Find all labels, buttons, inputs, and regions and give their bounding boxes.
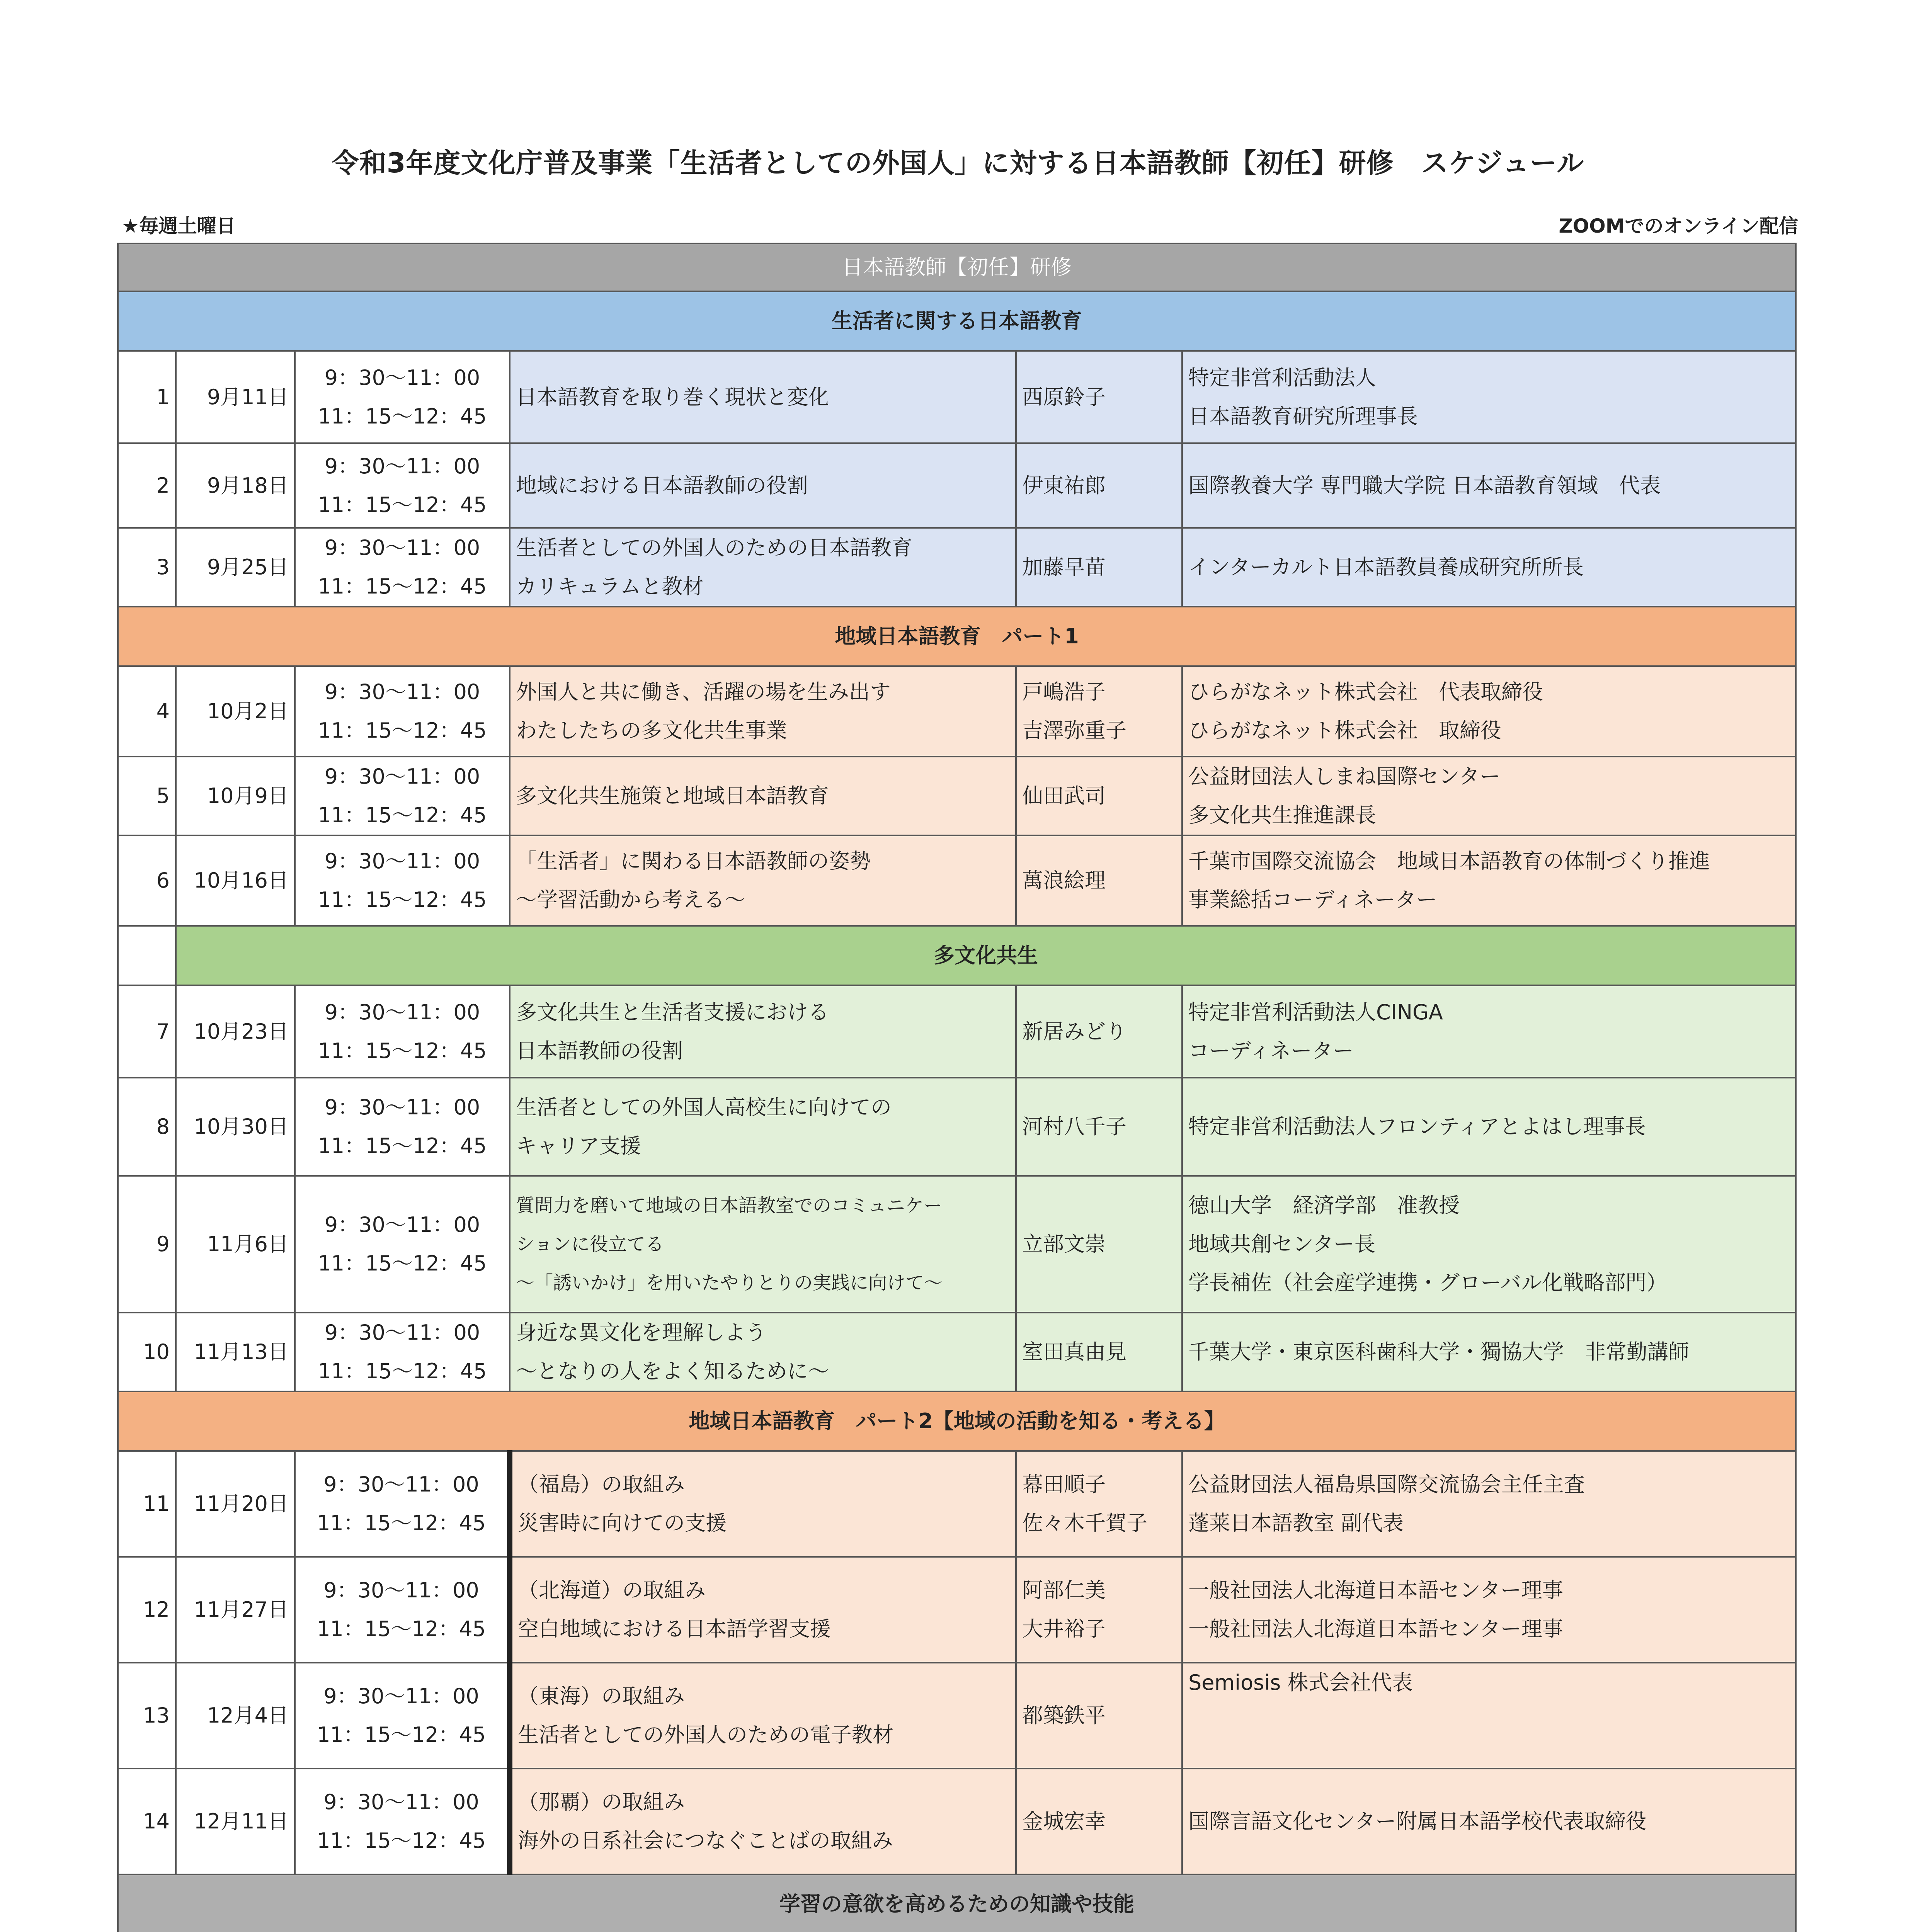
time-am2: 11：15〜12：45 (318, 1038, 487, 1063)
section-header-row (118, 291, 1796, 351)
time-am2: 11：15〜12：45 (318, 718, 487, 743)
text-line: 〜となりの人をよく知るために〜 (516, 1359, 829, 1383)
session-topic (510, 443, 1016, 528)
text-line: 伊東祐郎 (1022, 473, 1106, 498)
session-topic (510, 1313, 1016, 1391)
session-affiliation (1182, 757, 1796, 835)
text-line: 特定非営利活動法人フロンティアとよはし理事長 (1188, 1114, 1646, 1139)
session-lecturer (1016, 1769, 1182, 1874)
text-line: 特定非営利活動法人CINGA (1188, 1000, 1443, 1024)
session-number: 7 (118, 985, 176, 1078)
session-time (295, 1451, 510, 1557)
text-line: 加藤早苗 (1022, 555, 1106, 579)
text-line: 新居みどり (1022, 1019, 1126, 1044)
time-am2: 11：15〜12：45 (318, 574, 487, 599)
session-number: 6 (118, 835, 176, 926)
session-topic (510, 985, 1016, 1078)
text-line: 学長補佐（社会産学連携・グローバル化戦略部門） (1188, 1270, 1668, 1295)
session-number: 8 (118, 1078, 176, 1176)
section-title: 生活者に関する日本語教育 (118, 291, 1796, 351)
session-lecturer (1016, 528, 1182, 607)
text-line: 多文化共生推進課長 (1188, 803, 1376, 827)
table-row (118, 1557, 1796, 1663)
text-line: ションに役立てる (516, 1233, 664, 1255)
session-number: 4 (118, 666, 176, 757)
session-number: 1 (118, 351, 176, 443)
session-topic (510, 1176, 1016, 1313)
session-lecturer (1016, 1557, 1182, 1663)
table-row (118, 835, 1796, 926)
session-lecturer (1016, 757, 1182, 835)
session-topic (510, 757, 1016, 835)
session-date: 10月9日 (176, 757, 295, 835)
text-line: 事業総括コーディネーター (1188, 888, 1437, 912)
text-line: 立部文崇 (1022, 1232, 1106, 1256)
session-lecturer (1016, 351, 1182, 443)
session-affiliation (1182, 666, 1796, 757)
text-line: 日本語教育を取り巻く現状と変化 (516, 384, 829, 409)
session-date: 12月11日 (176, 1769, 295, 1874)
text-line: 千葉大学・東京医科歯科大学・獨協大学 非常勤講師 (1188, 1340, 1689, 1364)
text-line: 公益財団法人しまね国際センター (1188, 764, 1501, 789)
text-line: ひらがなネット株式会社 取締役 (1188, 718, 1501, 743)
session-affiliation (1182, 1078, 1796, 1176)
text-line: 〜学習活動から考える〜 (516, 888, 745, 912)
text-line: 質問力を磨いて地域の日本語教室でのコミュニケー (516, 1195, 943, 1216)
table-title: 日本語教師【初任】研修 (118, 243, 1796, 291)
session-affiliation (1182, 1451, 1796, 1557)
text-line: 一般社団法人北海道日本語センター理事 (1188, 1617, 1563, 1641)
table-row (118, 666, 1796, 757)
text-line: 海外の日系社会につなぐことばの取組み (518, 1828, 893, 1853)
session-date: 9月18日 (176, 443, 295, 528)
section-title: 学習の意欲を高めるための知識や技能 (118, 1874, 1796, 1932)
time-am2: 11：15〜12：45 (318, 888, 487, 912)
time-am2: 11：15〜12：45 (318, 1134, 487, 1158)
session-lecturer (1016, 1451, 1182, 1557)
session-topic (510, 1451, 1016, 1557)
table-row (118, 351, 1796, 443)
section-title: 地域日本語教育 パート1 (118, 607, 1796, 666)
text-line: 「生活者」に関わる日本語教師の姿勢 (516, 849, 871, 873)
table-row (118, 528, 1796, 607)
session-time (295, 1557, 510, 1663)
session-number: 13 (118, 1663, 176, 1769)
text-line: 多文化共生と生活者支援における (516, 1000, 829, 1024)
session-affiliation (1182, 985, 1796, 1078)
session-date: 10月30日 (176, 1078, 295, 1176)
table-row (118, 757, 1796, 835)
session-lecturer (1016, 1313, 1182, 1391)
text-line: 都築鉄平 (1022, 1703, 1106, 1728)
text-line: 河村八千子 (1022, 1114, 1126, 1139)
time-am2: 11：15〜12：45 (317, 1511, 486, 1535)
session-affiliation (1182, 528, 1796, 607)
text-line: 吉澤弥重子 (1022, 718, 1126, 743)
text-line: 蓬莱日本語教室 副代表 (1188, 1511, 1404, 1535)
text-line: 徳山大学 経済学部 准教授 (1188, 1193, 1460, 1218)
text-line: 阿部仁美 (1022, 1578, 1106, 1602)
time-am2: 11：15〜12：45 (318, 1251, 487, 1276)
text-line: 日本語教師の役割 (516, 1038, 683, 1063)
text-line: キャリア支援 (516, 1134, 641, 1158)
text-line: 日本語教育研究所理事長 (1188, 404, 1418, 429)
session-lecturer (1016, 985, 1182, 1078)
text-line: 国際言語文化センター附属日本語学校代表取締役 (1188, 1809, 1647, 1833)
session-date: 11月20日 (176, 1451, 295, 1557)
text-line: 地域における日本語教師の役割 (516, 473, 808, 498)
text-line: 外国人と共に働き、活躍の場を生み出す (516, 680, 891, 704)
time-am1: 9：30〜11：00 (324, 764, 480, 789)
session-affiliation (1182, 1176, 1796, 1313)
text-line: Semiosis 株式会社代表 (1188, 1670, 1413, 1695)
time-am2: 11：15〜12：45 (318, 492, 487, 517)
table-title-row (118, 243, 1796, 291)
text-line: 〜「誘いかけ」を用いたやりとりの実践に向けて〜 (516, 1272, 943, 1294)
text-line: 身近な異文化を理解しよう (516, 1320, 766, 1345)
time-am1: 9：30〜11：00 (324, 1320, 480, 1345)
text-line: 室田真由見 (1022, 1340, 1126, 1364)
session-time (295, 1663, 510, 1769)
delivery-note: ZOOMでのオンライン配信 (1559, 215, 1798, 237)
time-am1: 9：30〜11：00 (323, 1684, 479, 1708)
table-row (118, 1313, 1796, 1391)
text-line: （那覇）の取組み (518, 1790, 685, 1814)
text-line: 生活者としての外国人のための日本語教育 (516, 536, 912, 560)
text-line: 西原鈴子 (1022, 384, 1106, 409)
text-line: ひらがなネット株式会社 代表取締役 (1188, 680, 1543, 704)
session-date: 9月25日 (176, 528, 295, 607)
time-am2: 11：15〜12：45 (317, 1617, 486, 1641)
text-line: 生活者としての外国人のための電子教材 (518, 1723, 893, 1747)
section-title: 多文化共生 (176, 926, 1796, 985)
text-line: 生活者としての外国人高校生に向けての (516, 1095, 892, 1119)
session-date: 11月13日 (176, 1313, 295, 1391)
session-number: 12 (118, 1557, 176, 1663)
table-row (118, 1078, 1796, 1176)
session-date: 11月6日 (176, 1176, 295, 1313)
table-row (118, 1451, 1796, 1557)
time-am1: 9：30〜11：00 (324, 680, 480, 704)
schedule-day-note: ★毎週土曜日 (122, 215, 236, 237)
text-line: 地域共創センター長 (1188, 1232, 1375, 1256)
session-lecturer (1016, 666, 1182, 757)
section-header-row (118, 1391, 1796, 1451)
table-row (118, 1769, 1796, 1874)
session-topic (510, 1663, 1016, 1769)
session-affiliation (1182, 443, 1796, 528)
session-time (295, 351, 510, 443)
session-affiliation (1182, 1663, 1796, 1769)
session-number: 11 (118, 1451, 176, 1557)
text-line: 特定非営利活動法人 (1188, 365, 1376, 390)
text-line: わたしたちの多文化共生事業 (516, 718, 787, 743)
text-line: コーディネーター (1188, 1038, 1354, 1063)
section-title: 地域日本語教育 パート2【地域の活動を知る・考える】 (118, 1391, 1796, 1451)
text-line: インターカルト日本語教員養成研究所所長 (1188, 555, 1584, 579)
session-date: 11月27日 (176, 1557, 295, 1663)
text-line: 佐々木千賀子 (1022, 1511, 1147, 1535)
session-topic (510, 835, 1016, 926)
text-line: 仙田武司 (1022, 784, 1106, 808)
text-line: 多文化共生施策と地域日本語教育 (516, 784, 829, 808)
session-time (295, 1078, 510, 1176)
table-row (118, 1663, 1796, 1769)
table-row (118, 985, 1796, 1078)
blank-cell (118, 926, 176, 985)
session-date: 9月11日 (176, 351, 295, 443)
session-topic (510, 1557, 1016, 1663)
text-line: 戸嶋浩子 (1022, 680, 1106, 704)
text-line: 幕田順子 (1022, 1472, 1106, 1497)
session-topic (510, 351, 1016, 443)
time-am1: 9：30〜11：00 (324, 536, 480, 560)
text-line: 萬浪絵理 (1022, 868, 1106, 893)
session-date: 12月4日 (176, 1663, 295, 1769)
text-line: 千葉市国際交流協会 地域日本語教育の体制づくり推進 (1188, 849, 1710, 873)
time-am1: 9：30〜11：00 (323, 1790, 479, 1814)
page-title: 令和3年度文化庁普及事業「生活者としての外国人」に対する日本語教師【初任】研修 スケジュール (332, 147, 1584, 179)
text-line: 国際教養大学 専門職大学院 日本語教育領域 代表 (1188, 473, 1661, 498)
text-line: 公益財団法人福島県国際交流協会主任主査 (1188, 1472, 1585, 1497)
session-number: 14 (118, 1769, 176, 1874)
session-number: 10 (118, 1313, 176, 1391)
session-affiliation (1182, 1769, 1796, 1874)
session-number: 3 (118, 528, 176, 607)
time-am1: 9：30〜11：00 (324, 454, 480, 478)
session-lecturer (1016, 1078, 1182, 1176)
time-am2: 11：15〜12：45 (318, 803, 487, 827)
time-am1: 9：30〜11：00 (323, 1578, 479, 1602)
section-header-row (118, 1874, 1796, 1932)
table-row (118, 443, 1796, 528)
session-topic (510, 1078, 1016, 1176)
time-am1: 9：30〜11：00 (324, 849, 480, 873)
session-affiliation (1182, 835, 1796, 926)
time-am2: 11：15〜12：45 (318, 1359, 487, 1383)
section-header-row (118, 926, 1796, 985)
section-header-row (118, 607, 1796, 666)
session-time (295, 1176, 510, 1313)
text-line: 金城宏幸 (1022, 1809, 1106, 1833)
text-line: 災害時に向けての支援 (518, 1511, 727, 1535)
session-date: 10月16日 (176, 835, 295, 926)
time-am2: 11：15〜12：45 (317, 1828, 486, 1853)
text-line: カリキュラムと教材 (516, 574, 704, 599)
session-date: 10月2日 (176, 666, 295, 757)
text-line: 空白地域における日本語学習支援 (518, 1617, 831, 1641)
time-am1: 9：30〜11：00 (324, 1095, 480, 1119)
time-am2: 11：15〜12：45 (318, 404, 487, 429)
session-topic (510, 1769, 1016, 1874)
schedule-table (117, 243, 1797, 1932)
session-lecturer (1016, 443, 1182, 528)
session-time (295, 985, 510, 1078)
session-time (295, 1769, 510, 1874)
text-line: （福島）の取組み (518, 1472, 685, 1497)
session-affiliation (1182, 351, 1796, 443)
session-lecturer (1016, 835, 1182, 926)
session-date: 10月23日 (176, 985, 295, 1078)
time-am2: 11：15〜12：45 (317, 1723, 486, 1747)
time-am1: 9：30〜11：00 (324, 365, 480, 390)
session-number: 9 (118, 1176, 176, 1313)
session-number: 5 (118, 757, 176, 835)
session-number: 2 (118, 443, 176, 528)
text-line: （東海）の取組み (518, 1684, 685, 1708)
time-am1: 9：30〜11：00 (324, 1213, 480, 1237)
session-lecturer (1016, 1663, 1182, 1769)
text-line: 大井裕子 (1022, 1617, 1106, 1641)
session-time (295, 666, 510, 757)
text-line: 一般社団法人北海道日本語センター理事 (1188, 1578, 1563, 1602)
session-topic (510, 528, 1016, 607)
session-affiliation (1182, 1313, 1796, 1391)
session-time (295, 528, 510, 607)
session-affiliation (1182, 1557, 1796, 1663)
time-am1: 9：30〜11：00 (323, 1472, 479, 1497)
table-row (118, 1176, 1796, 1313)
time-am1: 9：30〜11：00 (324, 1000, 480, 1024)
text-line: （北海道）の取組み (518, 1578, 706, 1602)
session-time (295, 443, 510, 528)
session-topic (510, 666, 1016, 757)
session-time (295, 835, 510, 926)
session-time (295, 1313, 510, 1391)
session-lecturer (1016, 1176, 1182, 1313)
session-time (295, 757, 510, 835)
